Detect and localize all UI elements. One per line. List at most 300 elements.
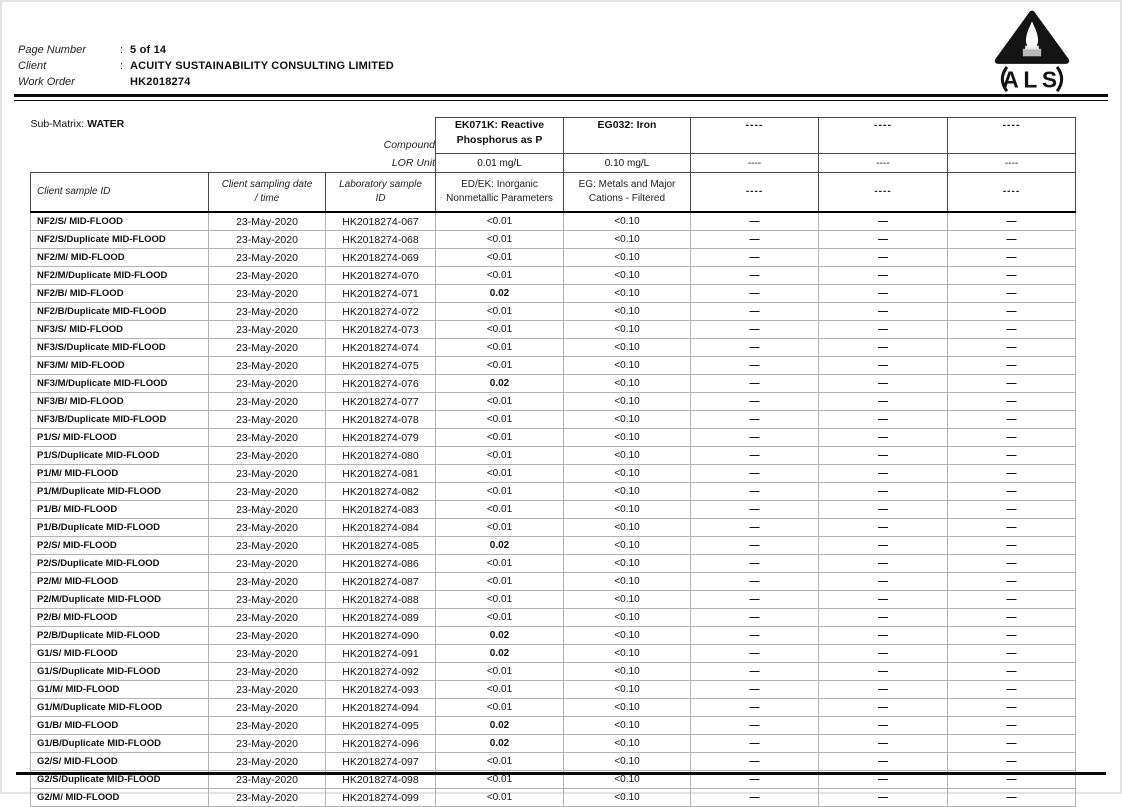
client-sample-id-cell: NF2/B/Duplicate MID-FLOOD xyxy=(31,303,209,321)
empty-value-cell-2: — xyxy=(819,663,948,681)
lab-sample-id-cell: HK2018274-092 xyxy=(326,663,436,681)
sampling-date-cell: 23-May-2020 xyxy=(209,285,326,303)
reactive-phosphorus-value-cell: <0.01 xyxy=(436,321,564,339)
empty-value-cell-3: — xyxy=(948,249,1076,267)
client-sample-id-cell: P1/M/ MID-FLOOD xyxy=(31,465,209,483)
lab-sample-id-cell: HK2018274-076 xyxy=(326,375,436,393)
lab-sample-id-cell: HK2018274-071 xyxy=(326,285,436,303)
work-order-value: HK2018274 xyxy=(130,76,191,88)
empty-value-cell-1: — xyxy=(691,483,819,501)
empty-value-cell-1: — xyxy=(691,789,819,807)
empty-value-cell-1: — xyxy=(691,735,819,753)
empty-value-cell-3: — xyxy=(948,375,1076,393)
empty-value-cell-3: — xyxy=(948,429,1076,447)
iron-value-cell: <0.10 xyxy=(564,501,691,519)
empty-value-cell-2: — xyxy=(819,573,948,591)
reactive-phosphorus-value-cell: <0.01 xyxy=(436,447,564,465)
empty-value-cell-3: — xyxy=(948,753,1076,771)
lab-sample-id-cell: HK2018274-067 xyxy=(326,212,436,231)
sampling-date-cell: 23-May-2020 xyxy=(209,717,326,735)
table-row xyxy=(31,393,1076,411)
iron-value-cell: <0.10 xyxy=(564,465,691,483)
client-sample-id-cell: NF3/S/Duplicate MID-FLOOD xyxy=(31,339,209,357)
empty-value-cell-3: — xyxy=(948,663,1076,681)
client-sample-id-cell: P1/S/ MID-FLOOD xyxy=(31,429,209,447)
iron-value-cell: <0.10 xyxy=(564,609,691,627)
sampling-date-cell: 23-May-2020 xyxy=(209,483,326,501)
client-sample-id-cell: NF3/S/ MID-FLOOD xyxy=(31,321,209,339)
empty-value-cell-3: — xyxy=(948,717,1076,735)
empty-value-cell-3: — xyxy=(948,519,1076,537)
client-label: Client xyxy=(18,60,47,72)
client-row xyxy=(18,58,394,74)
iron-value-cell: <0.10 xyxy=(564,663,691,681)
empty-value-cell-2: — xyxy=(819,753,948,771)
reactive-phosphorus-value-cell: <0.01 xyxy=(436,501,564,519)
empty-value-cell-1: — xyxy=(691,285,819,303)
empty-value-cell-1: — xyxy=(691,519,819,537)
sampling-date-header-line1: Client sampling date xyxy=(221,179,313,190)
page-number-label: Page Number xyxy=(18,44,86,56)
empty-value-cell-3: — xyxy=(948,411,1076,429)
table-row xyxy=(31,699,1076,717)
client-sample-id-cell: NF2/M/ MID-FLOOD xyxy=(31,249,209,267)
analyte-header-reactive-phosphorus: EK071K: Reactive Phosphorus as P xyxy=(436,118,564,154)
client-sample-id-cell: G1/B/ MID-FLOOD xyxy=(31,717,209,735)
empty-value-cell-1: — xyxy=(691,429,819,447)
client-sample-id-cell: G1/S/ MID-FLOOD xyxy=(31,645,209,663)
reactive-phosphorus-value-cell: <0.01 xyxy=(436,519,564,537)
lor-unit-row xyxy=(31,154,1076,173)
empty-value-cell-1: — xyxy=(691,663,819,681)
empty-value-cell-3: — xyxy=(948,609,1076,627)
analyte-header-empty-1: ---- xyxy=(691,118,819,154)
empty-value-cell-3: — xyxy=(948,321,1076,339)
client-sample-id-cell: P2/S/ MID-FLOOD xyxy=(31,537,209,555)
reactive-phosphorus-value-cell: 0.02 xyxy=(436,735,564,753)
logo-burner xyxy=(1023,49,1041,57)
iron-value-cell: <0.10 xyxy=(564,771,691,789)
empty-value-cell-1: — xyxy=(691,753,819,771)
iron-value-cell: <0.10 xyxy=(564,212,691,231)
lab-sample-id-cell: HK2018274-075 xyxy=(326,357,436,375)
lab-sample-id-cell: HK2018274-091 xyxy=(326,645,436,663)
data-rows xyxy=(31,212,1076,807)
method-group-empty-1: ---- xyxy=(691,173,819,213)
page-number-value: 5 of 14 xyxy=(130,44,167,56)
lab-sample-id-cell: HK2018274-080 xyxy=(326,447,436,465)
lab-sample-id-header xyxy=(326,173,436,213)
table-row xyxy=(31,789,1076,807)
empty-value-cell-2: — xyxy=(819,357,948,375)
empty-value-cell-2: — xyxy=(819,591,948,609)
client-sample-id-cell: P1/S/Duplicate MID-FLOOD xyxy=(31,447,209,465)
client-sample-id-cell: NF2/S/ MID-FLOOD xyxy=(31,212,209,231)
empty-value-cell-2: — xyxy=(819,501,948,519)
sub-matrix-label: Sub-Matrix: xyxy=(30,117,85,130)
lab-sample-id-cell: HK2018274-073 xyxy=(326,321,436,339)
lab-sample-id-cell: HK2018274-079 xyxy=(326,429,436,447)
reactive-phosphorus-value-cell: <0.01 xyxy=(436,681,564,699)
empty-value-cell-2: — xyxy=(819,699,948,717)
sampling-date-cell: 23-May-2020 xyxy=(209,735,326,753)
reactive-phosphorus-value-cell: 0.02 xyxy=(436,627,564,645)
table-row xyxy=(31,357,1076,375)
table-row xyxy=(31,681,1076,699)
empty-value-cell-1: — xyxy=(691,627,819,645)
empty-value-cell-1: — xyxy=(691,537,819,555)
client-sample-id-cell: NF2/M/Duplicate MID-FLOOD xyxy=(31,267,209,285)
lor-iron: 0.10 mg/L xyxy=(564,154,691,173)
reactive-phosphorus-value-cell: 0.02 xyxy=(436,717,564,735)
sampling-date-cell: 23-May-2020 xyxy=(209,681,326,699)
empty-value-cell-1: — xyxy=(691,555,819,573)
table-row xyxy=(31,609,1076,627)
reactive-phosphorus-value-cell: <0.01 xyxy=(436,411,564,429)
compound-label: Compound xyxy=(383,138,435,151)
empty-value-cell-1: — xyxy=(691,717,819,735)
empty-value-cell-3: — xyxy=(948,735,1076,753)
client-sample-id-cell: P1/M/Duplicate MID-FLOOD xyxy=(31,483,209,501)
empty-value-cell-2: — xyxy=(819,267,948,285)
iron-value-cell: <0.10 xyxy=(564,555,691,573)
table-row xyxy=(31,591,1076,609)
empty-value-cell-1: — xyxy=(691,303,819,321)
analyte-header-empty-2: ---- xyxy=(819,118,948,154)
empty-value-cell-3: — xyxy=(948,537,1076,555)
lab-sample-id-cell: HK2018274-077 xyxy=(326,393,436,411)
compound-header-row xyxy=(31,118,1076,154)
empty-value-cell-2: — xyxy=(819,483,948,501)
method-group-empty-3: ---- xyxy=(948,173,1076,213)
lab-sample-id-cell: HK2018274-099 xyxy=(326,789,436,807)
empty-value-cell-2: — xyxy=(819,339,948,357)
empty-value-cell-3: — xyxy=(948,591,1076,609)
method-group-empty-2: ---- xyxy=(819,173,948,213)
iron-value-cell: <0.10 xyxy=(564,699,691,717)
iron-value-cell: <0.10 xyxy=(564,429,691,447)
iron-value-cell: <0.10 xyxy=(564,519,691,537)
lab-sample-id-cell: HK2018274-098 xyxy=(326,771,436,789)
lab-sample-id-cell: HK2018274-096 xyxy=(326,735,436,753)
empty-value-cell-3: — xyxy=(948,285,1076,303)
iron-value-cell: <0.10 xyxy=(564,789,691,807)
table-row xyxy=(31,249,1076,267)
sampling-date-cell: 23-May-2020 xyxy=(209,267,326,285)
empty-value-cell-1: — xyxy=(691,609,819,627)
lab-sample-id-header-line1: Laboratory sample xyxy=(339,179,422,190)
empty-value-cell-3: — xyxy=(948,483,1076,501)
empty-value-cell-1: — xyxy=(691,249,819,267)
iron-value-cell: <0.10 xyxy=(564,627,691,645)
sampling-date-cell: 23-May-2020 xyxy=(209,429,326,447)
empty-value-cell-3: — xyxy=(948,645,1076,663)
sampling-date-cell: 23-May-2020 xyxy=(209,771,326,789)
iron-value-cell: <0.10 xyxy=(564,645,691,663)
table-row xyxy=(31,483,1076,501)
table-row xyxy=(31,429,1076,447)
iron-value-cell: <0.10 xyxy=(564,285,691,303)
empty-value-cell-2: — xyxy=(819,555,948,573)
empty-value-cell-2: — xyxy=(819,212,948,231)
reactive-phosphorus-value-cell: 0.02 xyxy=(436,537,564,555)
page-header xyxy=(18,42,394,90)
client-sample-id-cell: P2/S/Duplicate MID-FLOOD xyxy=(31,555,209,573)
client-sample-id-cell: G2/M/ MID-FLOOD xyxy=(31,789,209,807)
reactive-phosphorus-value-cell: <0.01 xyxy=(436,789,564,807)
empty-value-cell-3: — xyxy=(948,555,1076,573)
empty-value-cell-2: — xyxy=(819,681,948,699)
sampling-date-cell: 23-May-2020 xyxy=(209,411,326,429)
work-order-colon xyxy=(120,74,130,90)
sampling-date-cell: 23-May-2020 xyxy=(209,303,326,321)
client-sample-id-cell: P2/B/ MID-FLOOD xyxy=(31,609,209,627)
lor-empty-3: ---- xyxy=(948,154,1076,173)
sampling-date-cell: 23-May-2020 xyxy=(209,591,326,609)
table-row xyxy=(31,663,1076,681)
table-row xyxy=(31,519,1076,537)
empty-value-cell-2: — xyxy=(819,321,948,339)
table-row xyxy=(31,555,1076,573)
empty-value-cell-1: — xyxy=(691,267,819,285)
iron-value-cell: <0.10 xyxy=(564,735,691,753)
empty-value-cell-3: — xyxy=(948,501,1076,519)
empty-value-cell-2: — xyxy=(819,519,948,537)
page-number-row xyxy=(18,42,394,58)
sampling-date-cell: 23-May-2020 xyxy=(209,357,326,375)
sub-matrix-cell xyxy=(31,118,326,154)
iron-value-cell: <0.10 xyxy=(564,717,691,735)
table-row xyxy=(31,447,1076,465)
lab-sample-id-cell: HK2018274-069 xyxy=(326,249,436,267)
lab-sample-id-cell: HK2018274-097 xyxy=(326,753,436,771)
client-sample-id-cell: G2/S/Duplicate MID-FLOOD xyxy=(31,771,209,789)
empty-value-cell-1: — xyxy=(691,321,819,339)
iron-value-cell: <0.10 xyxy=(564,249,691,267)
lor-unit-label: LOR Unit xyxy=(391,156,435,169)
empty-value-cell-2: — xyxy=(819,627,948,645)
empty-value-cell-3: — xyxy=(948,627,1076,645)
empty-value-cell-2: — xyxy=(819,771,948,789)
logo-text: ALS xyxy=(1002,66,1062,93)
lab-sample-id-cell: HK2018274-086 xyxy=(326,555,436,573)
lab-sample-id-cell: HK2018274-068 xyxy=(326,231,436,249)
client-sample-id-cell: NF3/M/Duplicate MID-FLOOD xyxy=(31,375,209,393)
reactive-phosphorus-value-cell: <0.01 xyxy=(436,663,564,681)
empty-value-cell-2: — xyxy=(819,645,948,663)
sampling-date-cell: 23-May-2020 xyxy=(209,663,326,681)
table-row xyxy=(31,501,1076,519)
analyte-header-empty-3: ---- xyxy=(948,118,1076,154)
client-sample-id-cell: G1/B/Duplicate MID-FLOOD xyxy=(31,735,209,753)
lab-sample-id-cell: HK2018274-072 xyxy=(326,303,436,321)
empty-value-cell-1: — xyxy=(691,231,819,249)
empty-value-cell-3: — xyxy=(948,303,1076,321)
sampling-date-cell: 23-May-2020 xyxy=(209,609,326,627)
reactive-phosphorus-value-cell: 0.02 xyxy=(436,375,564,393)
table-row xyxy=(31,212,1076,231)
sampling-date-cell: 23-May-2020 xyxy=(209,555,326,573)
reactive-phosphorus-value-cell: <0.01 xyxy=(436,555,564,573)
sampling-date-cell: 23-May-2020 xyxy=(209,249,326,267)
sampling-date-header xyxy=(209,173,326,213)
table-row xyxy=(31,285,1076,303)
client-sample-id-cell: G1/M/ MID-FLOOD xyxy=(31,681,209,699)
work-order-label: Work Order xyxy=(18,76,75,88)
client-sample-id-cell: P2/M/Duplicate MID-FLOOD xyxy=(31,591,209,609)
empty-value-cell-1: — xyxy=(691,681,819,699)
header-rule xyxy=(14,94,1108,101)
reactive-phosphorus-value-cell: <0.01 xyxy=(436,753,564,771)
iron-value-cell: <0.10 xyxy=(564,267,691,285)
empty-value-cell-3: — xyxy=(948,573,1076,591)
column-header-row xyxy=(31,173,1076,213)
sampling-date-cell: 23-May-2020 xyxy=(209,573,326,591)
lab-sample-id-cell: HK2018274-089 xyxy=(326,609,436,627)
client-sample-id-cell: NF2/S/Duplicate MID-FLOOD xyxy=(31,231,209,249)
table-row xyxy=(31,717,1076,735)
empty-value-cell-2: — xyxy=(819,303,948,321)
client-value: ACUITY SUSTAINABILITY CONSULTING LIMITED xyxy=(130,60,394,72)
sampling-date-cell: 23-May-2020 xyxy=(209,231,326,249)
empty-value-cell-1: — xyxy=(691,339,819,357)
empty-value-cell-1: — xyxy=(691,465,819,483)
lab-sample-id-cell: HK2018274-074 xyxy=(326,339,436,357)
table-row xyxy=(31,627,1076,645)
sampling-date-cell: 23-May-2020 xyxy=(209,375,326,393)
footer-rule xyxy=(16,772,1106,775)
lab-sample-id-cell: HK2018274-084 xyxy=(326,519,436,537)
sub-matrix-value: WATER xyxy=(87,117,125,130)
iron-value-cell: <0.10 xyxy=(564,483,691,501)
method-group-reactive-phosphorus: ED/EK: Inorganic Nonmetallic Parameters xyxy=(436,173,564,213)
lab-sample-id-cell: HK2018274-095 xyxy=(326,717,436,735)
empty-value-cell-3: — xyxy=(948,681,1076,699)
reactive-phosphorus-value-cell: <0.01 xyxy=(436,573,564,591)
empty-value-cell-3: — xyxy=(948,465,1076,483)
table-row xyxy=(31,231,1076,249)
iron-value-cell: <0.10 xyxy=(564,321,691,339)
lab-sample-id-header-line2: ID xyxy=(375,193,386,204)
empty-value-cell-1: — xyxy=(691,771,819,789)
client-sample-id-cell: G1/M/Duplicate MID-FLOOD xyxy=(31,699,209,717)
empty-value-cell-1: — xyxy=(691,393,819,411)
sampling-date-cell: 23-May-2020 xyxy=(209,537,326,555)
empty-value-cell-1: — xyxy=(691,501,819,519)
iron-value-cell: <0.10 xyxy=(564,231,691,249)
empty-value-cell-3: — xyxy=(948,231,1076,249)
empty-value-cell-1: — xyxy=(691,645,819,663)
lab-sample-id-cell: HK2018274-088 xyxy=(326,591,436,609)
table-row xyxy=(31,753,1076,771)
empty-value-cell-2: — xyxy=(819,393,948,411)
reactive-phosphorus-value-cell: <0.01 xyxy=(436,357,564,375)
lab-sample-id-cell: HK2018274-090 xyxy=(326,627,436,645)
lab-sample-id-cell: HK2018274-070 xyxy=(326,267,436,285)
sampling-date-cell: 23-May-2020 xyxy=(209,789,326,807)
lab-sample-id-cell: HK2018274-087 xyxy=(326,573,436,591)
reactive-phosphorus-value-cell: <0.01 xyxy=(436,429,564,447)
empty-value-cell-3: — xyxy=(948,393,1076,411)
reactive-phosphorus-value-cell: 0.02 xyxy=(436,645,564,663)
client-sample-id-cell: G1/S/Duplicate MID-FLOOD xyxy=(31,663,209,681)
iron-value-cell: <0.10 xyxy=(564,393,691,411)
reactive-phosphorus-value-cell: <0.01 xyxy=(436,609,564,627)
reactive-phosphorus-value-cell: <0.01 xyxy=(436,212,564,231)
client-sample-id-cell: P1/B/Duplicate MID-FLOOD xyxy=(31,519,209,537)
reactive-phosphorus-value-cell: <0.01 xyxy=(436,339,564,357)
sampling-date-cell: 23-May-2020 xyxy=(209,753,326,771)
empty-value-cell-3: — xyxy=(948,699,1076,717)
empty-value-cell-2: — xyxy=(819,447,948,465)
empty-value-cell-3: — xyxy=(948,267,1076,285)
sampling-date-cell: 23-May-2020 xyxy=(209,321,326,339)
client-sample-id-cell: P1/B/ MID-FLOOD xyxy=(31,501,209,519)
table-row xyxy=(31,573,1076,591)
method-group-iron: EG: Metals and Major Cations - Filtered xyxy=(564,173,691,213)
lab-sample-id-cell: HK2018274-078 xyxy=(326,411,436,429)
reactive-phosphorus-value-cell: <0.01 xyxy=(436,465,564,483)
empty-value-cell-3: — xyxy=(948,212,1076,231)
empty-value-cell-3: — xyxy=(948,447,1076,465)
client-sample-id-cell: NF2/B/ MID-FLOOD xyxy=(31,285,209,303)
reactive-phosphorus-value-cell: <0.01 xyxy=(436,591,564,609)
analyte-header-iron: EG032: Iron xyxy=(564,118,691,154)
lab-sample-id-cell: HK2018274-081 xyxy=(326,465,436,483)
lor-empty-2: ---- xyxy=(819,154,948,173)
client-sample-id-header: Client sample ID xyxy=(31,173,209,213)
reactive-phosphorus-value-cell: <0.01 xyxy=(436,699,564,717)
client-sample-id-cell: P2/M/ MID-FLOOD xyxy=(31,573,209,591)
empty-value-cell-2: — xyxy=(819,231,948,249)
iron-value-cell: <0.10 xyxy=(564,573,691,591)
work-order-row xyxy=(18,74,394,90)
client-colon: : xyxy=(120,60,124,72)
empty-value-cell-1: — xyxy=(691,699,819,717)
table-row xyxy=(31,339,1076,357)
reactive-phosphorus-value-cell: <0.01 xyxy=(436,231,564,249)
sampling-date-cell: 23-May-2020 xyxy=(209,393,326,411)
sampling-date-cell: 23-May-2020 xyxy=(209,519,326,537)
reactive-phosphorus-value-cell: <0.01 xyxy=(436,483,564,501)
empty-value-cell-3: — xyxy=(948,339,1076,357)
client-sample-id-cell: NF3/M/ MID-FLOOD xyxy=(31,357,209,375)
lor-reactive-phosphorus: 0.01 mg/L xyxy=(436,154,564,173)
empty-value-cell-1: — xyxy=(691,411,819,429)
sampling-date-cell: 23-May-2020 xyxy=(209,447,326,465)
page-number-colon: : xyxy=(120,44,124,56)
empty-value-cell-2: — xyxy=(819,537,948,555)
table-row xyxy=(31,537,1076,555)
table-row xyxy=(31,735,1076,753)
sampling-date-cell: 23-May-2020 xyxy=(209,699,326,717)
sampling-date-cell: 23-May-2020 xyxy=(209,501,326,519)
lab-sample-id-cell: HK2018274-085 xyxy=(326,537,436,555)
empty-value-cell-2: — xyxy=(819,249,948,267)
iron-value-cell: <0.10 xyxy=(564,681,691,699)
empty-value-cell-2: — xyxy=(819,735,948,753)
iron-value-cell: <0.10 xyxy=(564,375,691,393)
iron-value-cell: <0.10 xyxy=(564,357,691,375)
sampling-date-header-line2: / time xyxy=(254,193,280,204)
sampling-date-cell: 23-May-2020 xyxy=(209,627,326,645)
empty-value-cell-1: — xyxy=(691,591,819,609)
empty-value-cell-1: — xyxy=(691,212,819,231)
table-row xyxy=(31,375,1076,393)
lab-sample-id-cell: HK2018274-093 xyxy=(326,681,436,699)
iron-value-cell: <0.10 xyxy=(564,303,691,321)
reactive-phosphorus-value-cell: <0.01 xyxy=(436,303,564,321)
